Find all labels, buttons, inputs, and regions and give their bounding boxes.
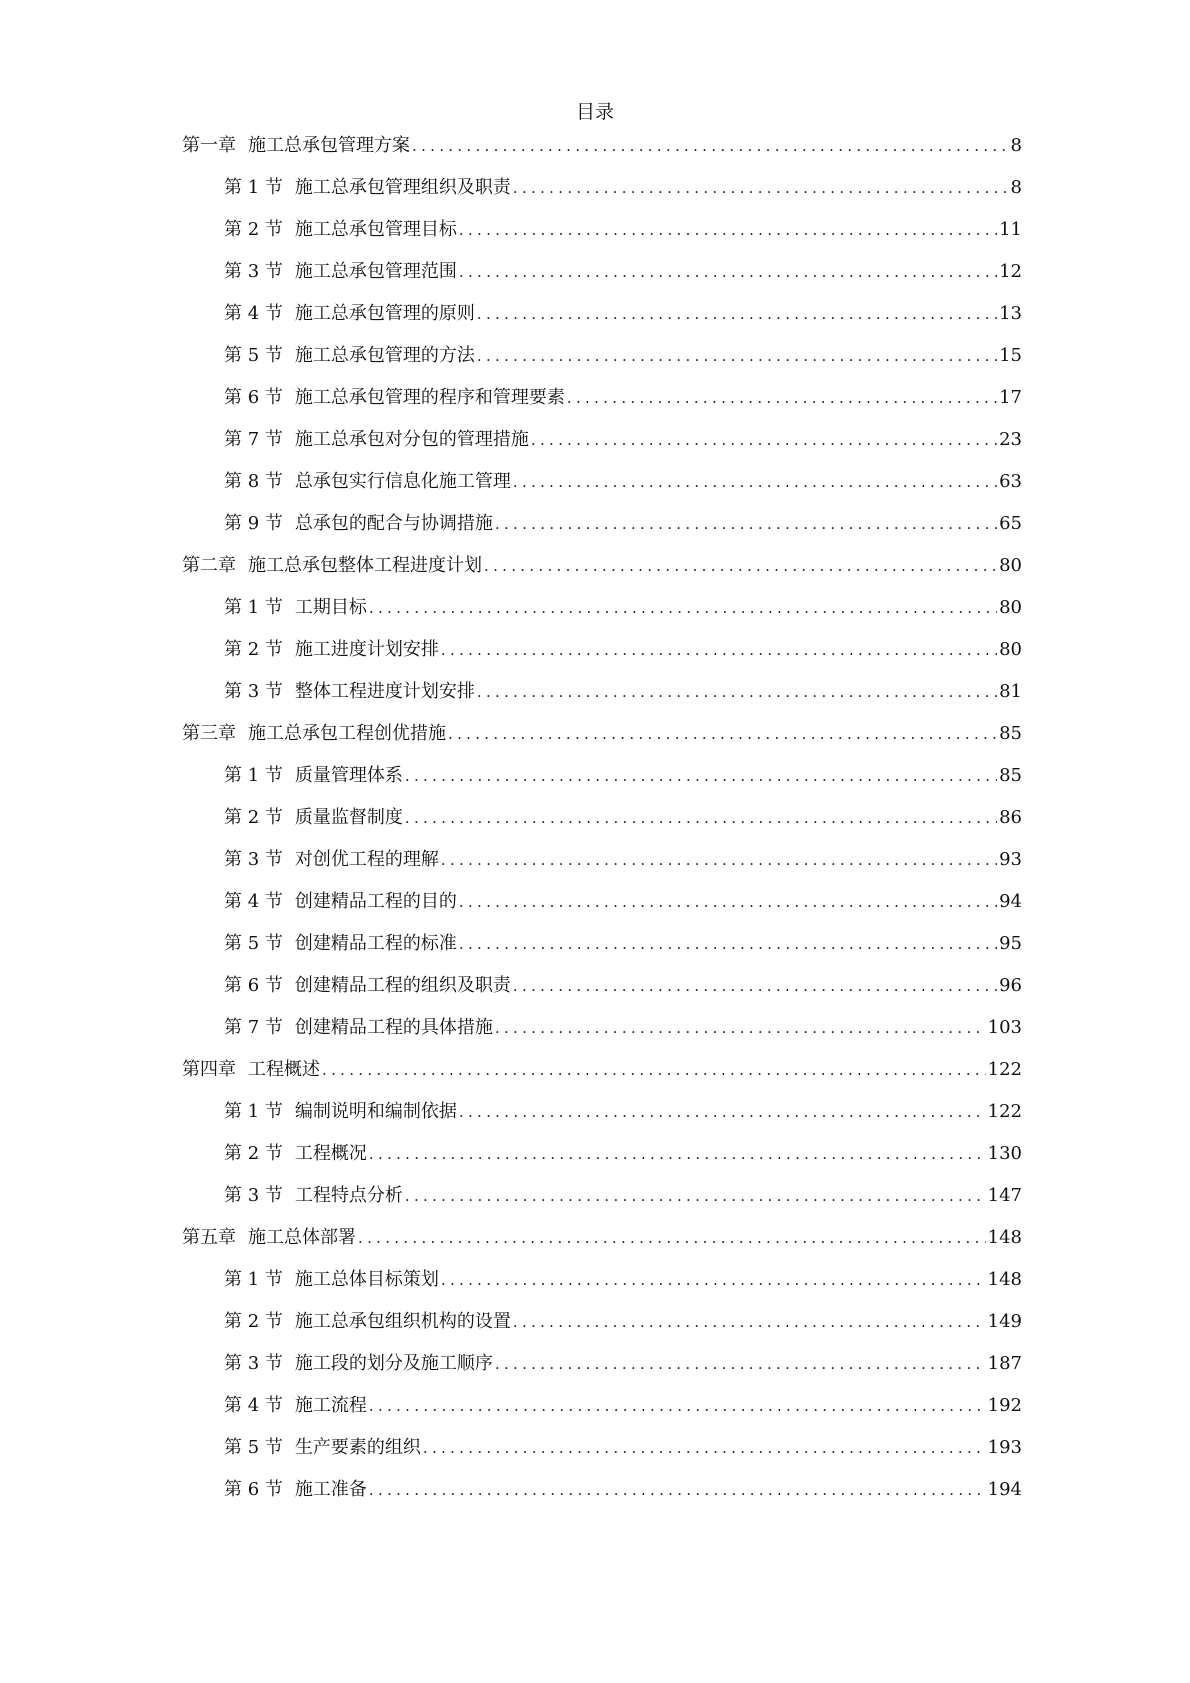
toc-section-entry[interactable] <box>182 176 1022 218</box>
toc-dot-leader <box>412 134 1009 158</box>
toc-page-number: 63 <box>999 471 1022 492</box>
toc-dot-leader <box>459 890 997 914</box>
toc-entry-title: 施工总承包管理组织及职责 <box>294 177 511 198</box>
toc-page-number: 192 <box>987 1395 1022 1416</box>
toc-entry-title: 编制说明和编制依据 <box>294 1101 457 1122</box>
toc-page-number: 12 <box>999 261 1022 282</box>
toc-entry-label <box>224 1394 367 1418</box>
toc-page-number: 93 <box>999 849 1022 870</box>
toc-entry-number: 第 3 节 <box>224 1185 283 1206</box>
table-of-contents <box>182 134 1022 1520</box>
toc-section-entry[interactable] <box>182 764 1022 806</box>
toc-entry-number: 第 1 节 <box>224 765 283 786</box>
toc-entry-title: 施工准备 <box>294 1479 367 1500</box>
toc-section-entry[interactable] <box>182 1352 1022 1394</box>
toc-dot-leader <box>513 974 997 998</box>
toc-entry-number: 第 5 节 <box>224 933 283 954</box>
toc-entry-title: 工程概况 <box>294 1143 367 1164</box>
toc-chapter-entry[interactable] <box>182 722 1022 764</box>
toc-dot-leader <box>369 1478 986 1502</box>
toc-section-entry[interactable] <box>182 1268 1022 1310</box>
toc-entry-number: 第 5 节 <box>224 1437 283 1458</box>
toc-entry-label <box>224 512 493 536</box>
toc-dot-leader <box>369 1142 986 1166</box>
toc-section-entry[interactable] <box>182 260 1022 302</box>
toc-entry-label <box>224 848 439 872</box>
toc-section-entry[interactable] <box>182 386 1022 428</box>
toc-entry-number: 第 7 节 <box>224 429 283 450</box>
toc-page-number: 86 <box>999 807 1022 828</box>
toc-page-number: 187 <box>987 1353 1022 1374</box>
toc-dot-leader <box>477 302 997 326</box>
toc-dot-leader <box>567 386 997 410</box>
toc-entry-label <box>224 596 367 620</box>
toc-dot-leader <box>459 218 997 242</box>
toc-entry-number: 第 3 节 <box>224 849 283 870</box>
toc-entry-title: 施工总承包管理的方法 <box>294 345 475 366</box>
toc-dot-leader <box>495 512 997 536</box>
toc-entry-number: 第三章 <box>182 723 236 744</box>
toc-entry-number: 第 5 节 <box>224 345 283 366</box>
toc-page-number: 149 <box>987 1311 1022 1332</box>
toc-entry-number: 第五章 <box>182 1227 236 1248</box>
toc-entry-label <box>224 470 511 494</box>
toc-page-number: 80 <box>999 555 1022 576</box>
toc-dot-leader <box>477 680 997 704</box>
toc-page-number: 103 <box>987 1017 1022 1038</box>
toc-page-number: 194 <box>987 1479 1022 1500</box>
toc-section-entry[interactable] <box>182 428 1022 470</box>
toc-dot-leader <box>448 722 997 746</box>
toc-dot-leader <box>513 470 997 494</box>
toc-entry-title: 创建精品工程的组织及职责 <box>294 975 511 996</box>
toc-section-entry[interactable] <box>182 1310 1022 1352</box>
toc-entry-title: 施工总体目标策划 <box>294 1269 439 1290</box>
toc-entry-label <box>224 302 475 326</box>
toc-entry-number: 第 2 节 <box>224 219 283 240</box>
toc-entry-number: 第 4 节 <box>224 303 283 324</box>
toc-entry-label <box>224 1268 439 1292</box>
toc-entry-number: 第 3 节 <box>224 681 283 702</box>
toc-entry-number: 第一章 <box>182 135 236 156</box>
toc-page-number: 122 <box>987 1059 1022 1080</box>
toc-entry-number: 第 2 节 <box>224 639 283 660</box>
toc-section-entry[interactable] <box>182 638 1022 680</box>
toc-entry-number: 第 2 节 <box>224 807 283 828</box>
toc-dot-leader <box>423 1436 986 1460</box>
toc-section-entry[interactable] <box>182 1436 1022 1478</box>
toc-entry-label <box>224 1436 421 1460</box>
toc-section-entry[interactable] <box>182 596 1022 638</box>
toc-entry-label <box>224 1310 511 1334</box>
toc-entry-number: 第 4 节 <box>224 891 283 912</box>
toc-entry-number: 第 4 节 <box>224 1395 283 1416</box>
toc-section-entry[interactable] <box>182 848 1022 890</box>
toc-page-number: 147 <box>987 1185 1022 1206</box>
toc-entry-number: 第 6 节 <box>224 387 283 408</box>
toc-page-number: 65 <box>999 513 1022 534</box>
toc-entry-label <box>224 218 457 242</box>
toc-entry-label <box>182 554 482 578</box>
toc-section-entry[interactable] <box>182 1142 1022 1184</box>
toc-dot-leader <box>358 1226 986 1250</box>
page-title: 目录 <box>575 101 614 123</box>
toc-entry-title: 施工总承包管理范围 <box>294 261 457 282</box>
toc-page-number: 8 <box>1010 177 1022 198</box>
toc-dot-leader <box>513 1310 986 1334</box>
toc-entry-label <box>224 428 529 452</box>
toc-entry-label <box>224 386 565 410</box>
toc-entry-number: 第 1 节 <box>224 1269 283 1290</box>
toc-dot-leader <box>513 176 1009 200</box>
toc-entry-number: 第 1 节 <box>224 597 283 618</box>
toc-entry-label <box>224 176 511 200</box>
toc-page-number: 122 <box>987 1101 1022 1122</box>
toc-dot-leader <box>441 638 997 662</box>
toc-entry-title: 施工总承包组织机构的设置 <box>294 1311 511 1332</box>
toc-entry-title: 施工总承包工程创优措施 <box>248 723 446 744</box>
toc-entry-title: 工程概述 <box>248 1059 320 1080</box>
toc-entry-title: 施工总承包管理的原则 <box>294 303 475 324</box>
toc-section-entry[interactable] <box>182 974 1022 1016</box>
toc-chapter-entry[interactable] <box>182 1226 1022 1268</box>
toc-entry-title: 对创优工程的理解 <box>294 849 439 870</box>
toc-entry-label <box>224 890 457 914</box>
toc-entry-label <box>224 764 403 788</box>
toc-entry-label <box>182 1058 320 1082</box>
toc-entry-title: 工程特点分析 <box>294 1185 403 1206</box>
toc-entry-number: 第 1 节 <box>224 177 283 198</box>
toc-entry-number: 第四章 <box>182 1059 236 1080</box>
toc-entry-title: 施工总承包管理方案 <box>248 135 410 156</box>
toc-dot-leader <box>459 1100 986 1124</box>
toc-dot-leader <box>459 260 997 284</box>
toc-page-number: 193 <box>987 1437 1022 1458</box>
toc-entry-number: 第 6 节 <box>224 975 283 996</box>
toc-entry-title: 生产要素的组织 <box>294 1437 421 1458</box>
toc-dot-leader <box>405 806 997 830</box>
toc-dot-leader <box>495 1016 986 1040</box>
toc-section-entry[interactable] <box>182 1478 1022 1520</box>
toc-dot-leader <box>405 764 997 788</box>
toc-section-entry[interactable] <box>182 890 1022 932</box>
toc-section-entry[interactable] <box>182 1184 1022 1226</box>
toc-entry-label <box>224 806 403 830</box>
toc-section-entry[interactable] <box>182 1394 1022 1436</box>
toc-entry-title: 施工段的划分及施工顺序 <box>294 1353 493 1374</box>
toc-entry-label <box>182 1226 356 1250</box>
toc-page-number: 8 <box>1010 135 1022 156</box>
toc-page-number: 94 <box>999 891 1022 912</box>
toc-entry-title: 施工总承包管理目标 <box>294 219 457 240</box>
toc-page-number: 80 <box>999 639 1022 660</box>
toc-entry-number: 第 9 节 <box>224 513 283 534</box>
toc-page-number: 81 <box>999 681 1022 702</box>
toc-entry-label <box>224 680 475 704</box>
toc-entry-number: 第 3 节 <box>224 261 283 282</box>
toc-section-entry[interactable] <box>182 806 1022 848</box>
toc-page-number: 95 <box>999 933 1022 954</box>
toc-chapter-entry[interactable] <box>182 1058 1022 1100</box>
toc-page-number: 17 <box>999 387 1022 408</box>
toc-dot-leader <box>477 344 997 368</box>
toc-page-number: 96 <box>999 975 1022 996</box>
toc-entry-title: 整体工程进度计划安排 <box>294 681 475 702</box>
toc-page-number: 130 <box>987 1143 1022 1164</box>
toc-section-entry[interactable] <box>182 1016 1022 1058</box>
toc-entry-number: 第 8 节 <box>224 471 283 492</box>
toc-dot-leader <box>495 1352 986 1376</box>
toc-dot-leader <box>441 1268 986 1292</box>
toc-chapter-entry[interactable] <box>182 134 1022 176</box>
toc-entry-title: 施工总体部署 <box>248 1227 356 1248</box>
toc-entry-number: 第 6 节 <box>224 1479 283 1500</box>
toc-entry-label <box>224 1142 367 1166</box>
toc-page-number: 23 <box>999 429 1022 450</box>
toc-dot-leader <box>531 428 997 452</box>
toc-section-entry[interactable] <box>182 512 1022 554</box>
toc-dot-leader <box>322 1058 986 1082</box>
toc-dot-leader <box>484 554 997 578</box>
toc-page-number: 15 <box>999 345 1022 366</box>
toc-dot-leader <box>405 1184 986 1208</box>
toc-entry-title: 质量管理体系 <box>294 765 403 786</box>
toc-entry-title: 施工进度计划安排 <box>294 639 439 660</box>
toc-dot-leader <box>369 596 997 620</box>
toc-entry-label <box>224 1352 493 1376</box>
toc-page-number: 148 <box>987 1227 1022 1248</box>
toc-section-entry[interactable] <box>182 470 1022 512</box>
toc-entry-title: 施工总承包整体工程进度计划 <box>248 555 482 576</box>
toc-entry-number: 第 2 节 <box>224 1311 283 1332</box>
toc-page-number: 85 <box>999 723 1022 744</box>
toc-page-number: 13 <box>999 303 1022 324</box>
toc-entry-label <box>224 1478 367 1502</box>
toc-entry-number: 第 2 节 <box>224 1143 283 1164</box>
toc-section-entry[interactable] <box>182 1100 1022 1142</box>
toc-entry-label <box>224 638 439 662</box>
toc-section-entry[interactable] <box>182 302 1022 344</box>
toc-dot-leader <box>441 848 997 872</box>
toc-entry-title: 施工流程 <box>294 1395 367 1416</box>
toc-entry-label <box>182 722 446 746</box>
toc-page-number: 11 <box>999 219 1022 240</box>
toc-entry-label <box>224 1100 457 1124</box>
toc-entry-label <box>182 134 410 158</box>
toc-entry-label <box>224 974 511 998</box>
toc-entry-label <box>224 260 457 284</box>
toc-entry-title: 创建精品工程的标准 <box>294 933 457 954</box>
toc-section-entry[interactable] <box>182 932 1022 974</box>
toc-entry-number: 第二章 <box>182 555 236 576</box>
toc-entry-title: 施工总承包对分包的管理措施 <box>294 429 529 450</box>
toc-entry-label <box>224 1184 403 1208</box>
toc-chapter-entry[interactable] <box>182 554 1022 596</box>
toc-section-entry[interactable] <box>182 680 1022 722</box>
toc-page-number: 80 <box>999 597 1022 618</box>
toc-page-number: 85 <box>999 765 1022 786</box>
toc-page-number: 148 <box>987 1269 1022 1290</box>
toc-entry-number: 第 1 节 <box>224 1101 283 1122</box>
toc-entry-title: 施工总承包管理的程序和管理要素 <box>294 387 565 408</box>
toc-entry-title: 总承包的配合与协调措施 <box>294 513 493 534</box>
toc-entry-title: 工期目标 <box>294 597 367 618</box>
toc-entry-label <box>224 932 457 956</box>
toc-entry-title: 质量监督制度 <box>294 807 403 828</box>
toc-entry-label <box>224 1016 493 1040</box>
toc-entry-title: 总承包实行信息化施工管理 <box>294 471 511 492</box>
toc-section-entry[interactable] <box>182 218 1022 260</box>
toc-section-entry[interactable] <box>182 344 1022 386</box>
toc-dot-leader <box>369 1394 986 1418</box>
toc-entry-title: 创建精品工程的目的 <box>294 891 457 912</box>
toc-entry-title: 创建精品工程的具体措施 <box>294 1017 493 1038</box>
toc-dot-leader <box>459 932 997 956</box>
toc-entry-number: 第 7 节 <box>224 1017 283 1038</box>
toc-entry-label <box>224 344 475 368</box>
toc-entry-number: 第 3 节 <box>224 1353 283 1374</box>
